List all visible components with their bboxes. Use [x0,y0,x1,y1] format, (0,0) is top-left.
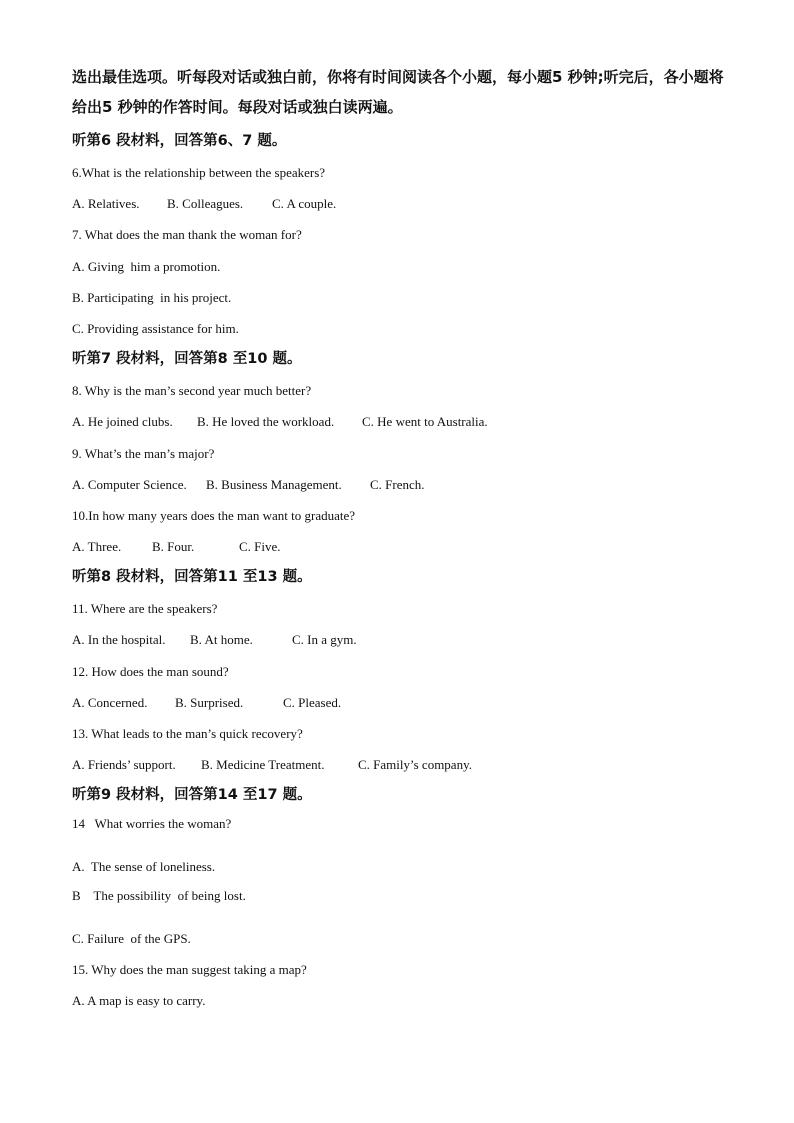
option-a: A. Friends’ support. [72,757,176,773]
question-7-option-a: A. Giving him a promotion. [72,258,221,274]
option-b: B. Medicine Treatment. [201,757,325,773]
option-b: B. Business Management. [206,476,342,492]
question-14-option-a: A. The sense of loneliness. [72,859,216,875]
question-12-options [72,687,732,718]
question-15-option-a: A. A map is easy to carry. [72,992,206,1008]
question-14: 14 What worries the woman? [72,816,232,832]
question-11-options [72,624,732,655]
option-a: A. Computer Science. [72,476,187,492]
question-12: 12. How does the man sound? [72,663,229,679]
question-13-options [72,749,732,780]
section-heading-9: 听第9 段材料，回答第14 至17 题。 [72,787,312,804]
section-heading-7: 听第7 段材料，回答第8 至10 题。 [72,351,302,368]
section-heading-8: 听第8 段材料，回答第11 至13 题。 [72,569,312,586]
section-heading-6: 听第6 段材料，回答第6、7 题。 [72,133,287,149]
option-b: B. Colleagues. [167,196,244,212]
option-b: B. Four. [152,539,195,555]
option-b: B. Surprised. [175,694,244,710]
exam-page [72,62,732,1016]
option-c: C. Five. [239,539,281,555]
option-b: B. At home. [190,632,253,648]
question-10-options [72,531,732,562]
question-6-options [72,188,732,219]
option-c: C. He went to Australia. [362,414,488,430]
question-9-options [72,469,732,500]
question-7-option-b: B. Participating in his project. [72,289,232,305]
question-7-option-c: C. Providing assistance for him. [72,320,239,336]
question-8: 8. Why is the man’s second year much better? [72,383,312,399]
question-8-options [72,406,732,437]
option-c: C. A couple. [272,196,337,212]
question-14-option-b: B The possibility of being lost. [72,887,246,903]
question-6: 6.What is the relationship between the speakers? [72,165,326,180]
option-a: A. In the hospital. [72,632,166,648]
option-c: C. In a gym. [292,632,357,648]
option-c: C. Pleased. [283,694,342,710]
question-13: 13. What leads to the man’s quick recovery? [72,726,303,741]
question-9: 9. What’s the man’s major? [72,445,215,461]
option-a: A. Concerned. [72,694,148,710]
question-14-option-c: C. Failure of the GPS. [72,930,191,946]
option-c: C. French. [370,476,425,492]
option-b: B. He loved the workload. [197,414,335,430]
question-10: 10.In how many years does the man want to graduate? [72,507,356,523]
question-11: 11. Where are the speakers? [72,601,218,617]
option-c: C. Family’s company. [358,757,472,773]
option-a: A. Three. [72,539,122,555]
question-15: 15. Why does the man suggest taking a map? [72,961,307,977]
instructions: 选出最佳选项。听每段对话或独白前，你将有时间阅读各个小题，每小题5 秒钟;听完后，各小题将给出5 秒钟的作答时间。每段对话或独白读两遍。 [72,68,724,116]
option-a: A. Relatives. [72,196,140,212]
question-7: 7. What does the man thank the woman for? [72,227,302,243]
option-a: A. He joined clubs. [72,414,173,430]
